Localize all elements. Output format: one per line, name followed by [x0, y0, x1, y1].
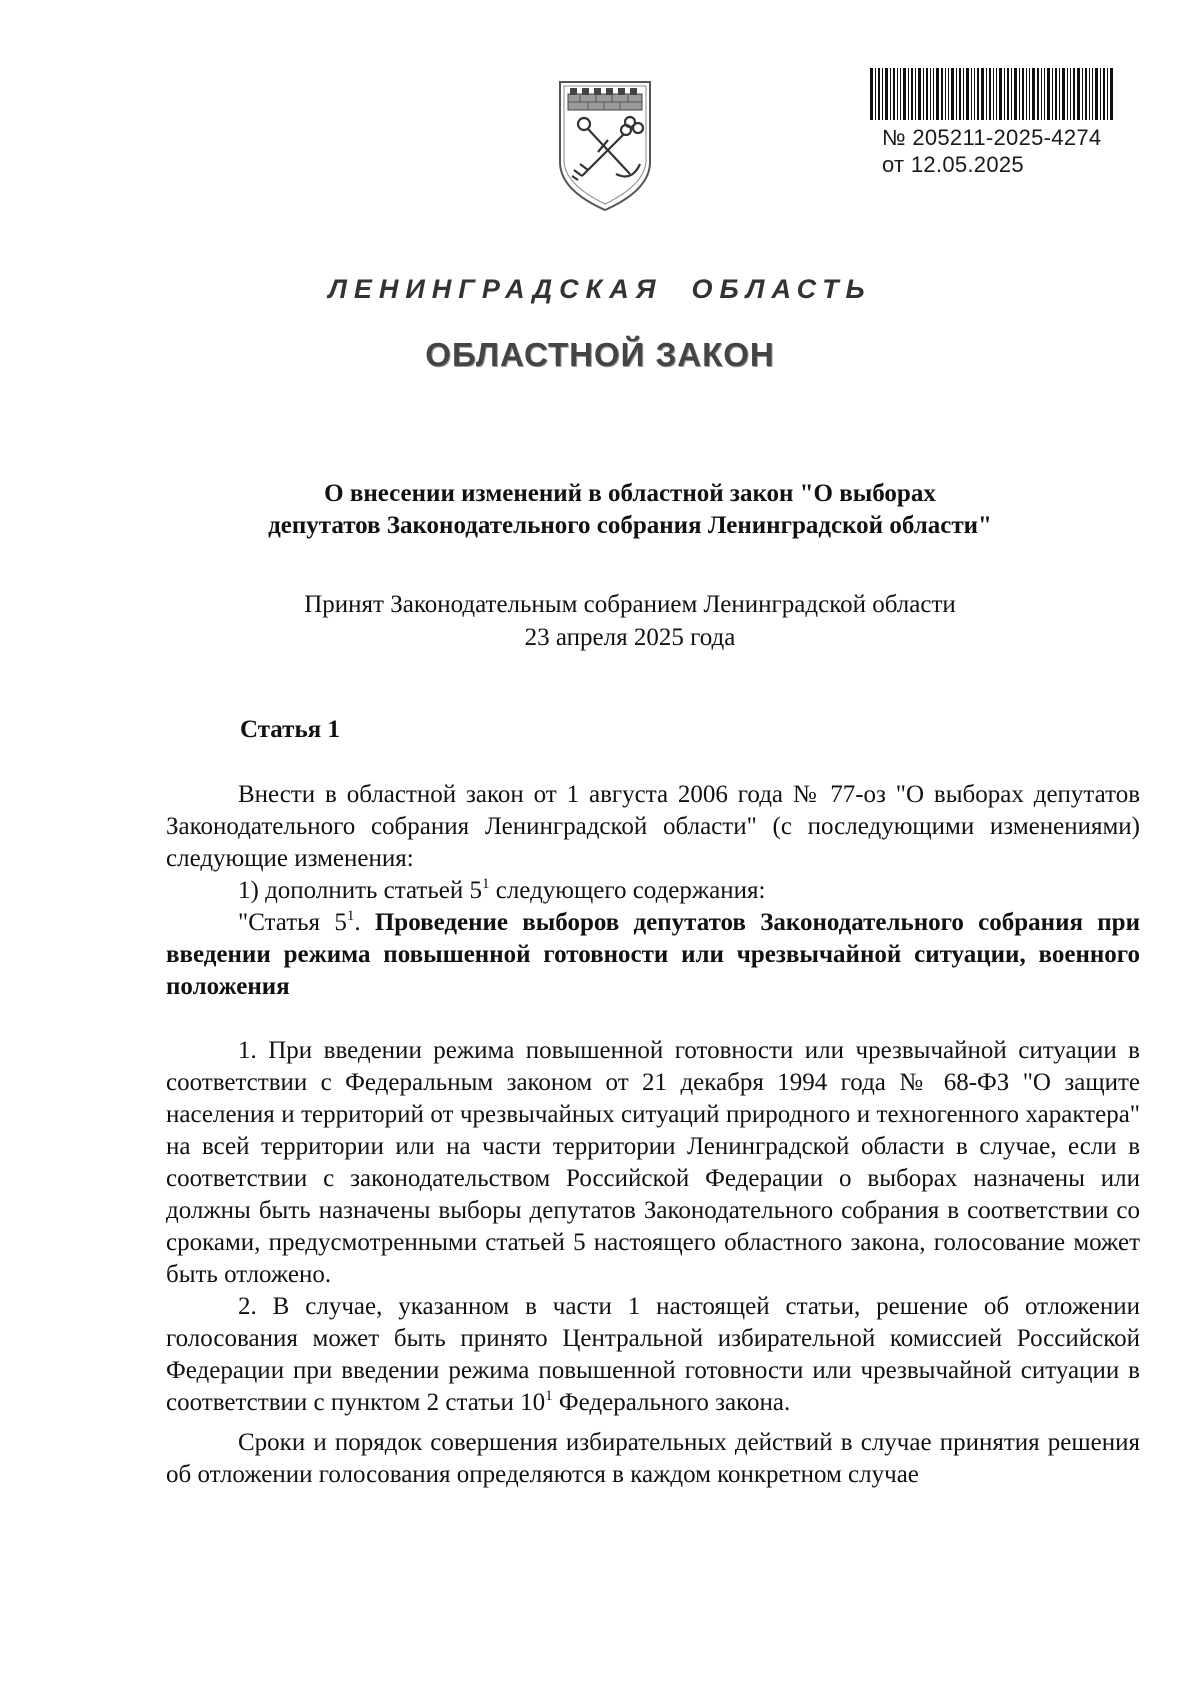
new-article-part-1: 1. При введении режима повышенной готовности или чрезвычайной ситуации в соответствии с Федеральным законом от 21 декабря 1994 года № 68-ФЗ "О защите населения и территорий от чрезвычайных ситуаций природного и техногенного характера" на всей территории или на части территории Ленинградской области в случае, если в соответствии с законодательством Российской Федерации о выборах назначены или должны быть назначены выборы депутатов Законодательного собрания в соответствии со сроками, предусмотренными статьей 5 настоящего областного закона, голосование может быть отложено.	[166, 1037, 1140, 1288]
document-type-heading: ОБЛАСТНОЙ ЗАКОН	[425, 336, 775, 373]
region-heading: ЛЕНИНГРАДСКАЯ ОБЛАСТЬ	[328, 274, 872, 304]
adoption-date: 23 апреля 2025 года	[524, 624, 736, 651]
adoption-note	[160, 588, 1100, 654]
new-article-part-2: 2. В случае, указанном в части 1 настоящей статьи, решение об отложении голосования может быть принято Центральной избирательной комиссией Российской Федерации при введении режима повышенной готовности или чрезвычайной ситуации в соответствии с пунктом 2 статьи $10^1$ Федерального закона.	[166, 1293, 1140, 1416]
coat-of-arms-emblem	[556, 78, 654, 214]
registration-date: от 12.05.2025	[882, 152, 1024, 177]
law-title	[160, 478, 1100, 542]
law-title-line-1: О внесении изменений в областной закон "О выборах	[324, 480, 936, 507]
adoption-body: Принят Законодательным собранием Ленинградской области	[304, 591, 956, 618]
registration-number: № 205211-2025-4274	[882, 125, 1102, 150]
new-article-heading: "Статья $5^1$. Проведение выборов депутатов Законодательного собрания при введении режима повышенной готовности или чрезвычайной ситуации, военного положения	[166, 908, 1140, 1000]
amendment-item-1: 1) дополнить статьей $5^1$ следующего содержания:	[238, 876, 766, 904]
new-article-part-2-continuation: Сроки и порядок совершения избирательных действий в случае принятия решения об отложении голосования определяются в каждом конкретном случае	[166, 1429, 1140, 1488]
article-1-body	[166, 779, 1140, 1491]
article-1-intro: Внести в областной закон от 1 августа 2006 года № 77-оз "О выборах депутатов Законодательного собрания Ленинградской области" (с последующими изменениями) следующие изменения:	[166, 781, 1140, 872]
article-1-heading: Статья 1	[240, 716, 340, 743]
registration-stamp	[882, 124, 1101, 178]
barcode	[870, 68, 1114, 120]
law-title-line-2: депутатов Законодательного собрания Ленинградской области"	[268, 512, 992, 539]
new-article-title: Проведение выборов депутатов Законодательного собрания при введении режима повышенной готовности или чрезвычайной ситуации, военного положения	[166, 909, 1140, 1000]
